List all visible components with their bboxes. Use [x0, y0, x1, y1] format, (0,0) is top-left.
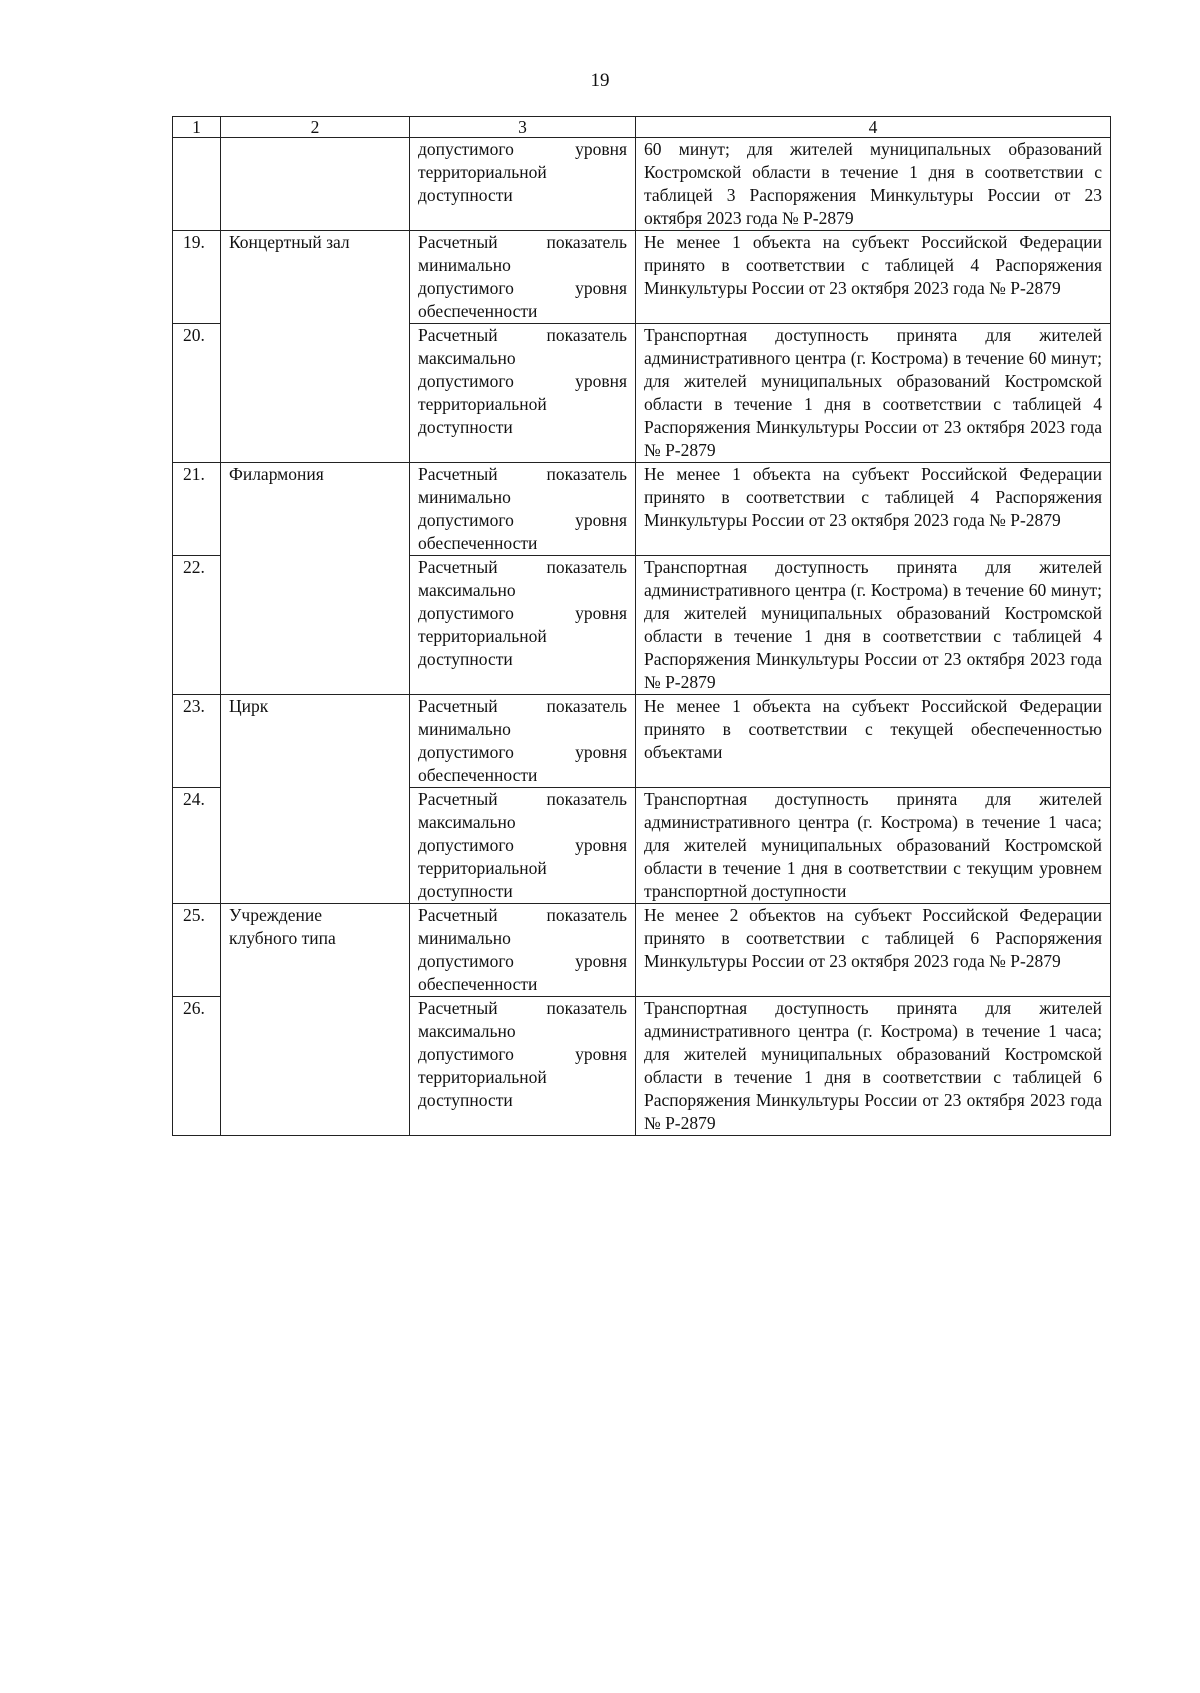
indicator-line: обеспеченности — [418, 533, 538, 553]
indicator-line: допустимого уровня — [418, 742, 627, 762]
indicator-line: доступности — [418, 881, 513, 901]
object-name-cell: Концертный зал — [221, 231, 410, 463]
column-header-3: 3 — [410, 117, 636, 138]
table-row — [173, 463, 1111, 556]
indicator-line: минимально — [418, 719, 511, 739]
indicator-line: допустимого уровня — [418, 278, 627, 298]
indicator-line: обеспеченности — [418, 974, 538, 994]
indicator-line: допустимого уровня — [418, 1044, 627, 1064]
indicator-cell — [410, 463, 636, 556]
indicator-cell — [410, 556, 636, 695]
indicator-line: максимально — [418, 1021, 516, 1041]
indicator-line: допустимого уровня — [418, 603, 627, 623]
indicator-cell — [410, 231, 636, 324]
table-row — [173, 695, 1111, 788]
row-number-cell: 21. — [173, 463, 221, 556]
indicator-line: Расчетный показатель — [418, 696, 627, 716]
indicator-line: Расчетный показатель — [418, 557, 627, 577]
indicator-line: максимально — [418, 580, 516, 600]
row-number-cell: 26. — [173, 997, 221, 1136]
indicator-line: обеспеченности — [418, 301, 538, 321]
indicator-value-cell: Транспортная доступность принята для жителей административного центра (г. Кострома) в течение 60 минут; для жителей муниципальных образований Костромской области в течение 1 дня в соответствии с таблицей 4 Распоряжения Минкультуры России от 23 октября 2023 года № Р-2879 — [636, 556, 1111, 695]
object-name-cell — [221, 138, 410, 231]
row-number-cell: 24. — [173, 788, 221, 904]
column-header-4: 4 — [636, 117, 1111, 138]
indicator-line: допустимого уровня — [418, 371, 627, 391]
row-number-cell — [173, 138, 221, 231]
table-row-continued — [173, 138, 1111, 231]
row-number-cell: 25. — [173, 904, 221, 997]
indicator-line: Расчетный показатель — [418, 464, 627, 484]
object-name-cell: Филармония — [221, 463, 410, 695]
indicator-line: территориальной — [418, 162, 547, 182]
indicator-line: минимально — [418, 255, 511, 275]
indicator-line: доступности — [418, 185, 513, 205]
indicator-line: Расчетный показатель — [418, 325, 627, 345]
row-number-cell: 20. — [173, 324, 221, 463]
indicator-line: доступности — [418, 417, 513, 437]
column-header-1: 1 — [173, 117, 221, 138]
column-header-2: 2 — [221, 117, 410, 138]
indicator-line: допустимого уровня — [418, 951, 627, 971]
indicator-line: обеспеченности — [418, 765, 538, 785]
indicator-line: Расчетный показатель — [418, 789, 627, 809]
object-name-cell: Цирк — [221, 695, 410, 904]
indicator-line: территориальной — [418, 394, 547, 414]
table-row — [173, 904, 1111, 997]
object-name-cell: Учреждение клубного типа — [221, 904, 410, 1136]
indicator-cell — [410, 695, 636, 788]
indicator-line: допустимого уровня — [418, 835, 627, 855]
row-number-cell: 23. — [173, 695, 221, 788]
indicator-line: допустимого уровня — [418, 139, 627, 159]
indicator-cell — [410, 997, 636, 1136]
indicator-line: допустимого уровня — [418, 510, 627, 530]
indicator-line: территориальной — [418, 1067, 547, 1087]
table-header-row — [173, 117, 1111, 138]
indicator-value-cell: Транспортная доступность принята для жителей административного центра (г. Кострома) в течение 60 минут; для жителей муниципальных образований Костромской области в течение 1 дня в соответствии с таблицей 4 Распоряжения Минкультуры России от 23 октября 2023 года № Р-2879 — [636, 324, 1111, 463]
indicator-value-cell: Не менее 1 объекта на субъект Российской Федерации принято в соответствии с таблицей 4 Распоряжения Минкультуры России от 23 октября 2023 года № Р-2879 — [636, 231, 1111, 324]
indicator-value-cell: Транспортная доступность принята для жителей административного центра (г. Кострома) в течение 1 часа; для жителей муниципальных образований Костромской области в течение 1 дня в соответствии с таблицей 6 Распоряжения Минкультуры России от 23 октября 2023 года № Р-2879 — [636, 997, 1111, 1136]
indicator-value-cell: Не менее 2 объектов на субъект Российской Федерации принято в соответствии с таблицей 6 Распоряжения Минкультуры России от 23 октября 2023 года № Р-2879 — [636, 904, 1111, 997]
standards-table — [172, 116, 1111, 1136]
indicator-value-cell: 60 минут; для жителей муниципальных образований Костромской области в течение 1 дня в соответствии с таблицей 3 Распоряжения Минкультуры России от 23 октября 2023 года № Р-2879 — [636, 138, 1111, 231]
indicator-line: территориальной — [418, 858, 547, 878]
table-row — [173, 231, 1111, 324]
indicator-cell — [410, 138, 636, 231]
indicator-line: Расчетный показатель — [418, 998, 627, 1018]
indicator-line: минимально — [418, 928, 511, 948]
row-number-cell: 19. — [173, 231, 221, 324]
indicator-line: доступности — [418, 1090, 513, 1110]
indicator-line: территориальной — [418, 626, 547, 646]
indicator-cell — [410, 324, 636, 463]
indicator-value-cell: Не менее 1 объекта на субъект Российской Федерации принято в соответствии с таблицей 4 Распоряжения Минкультуры России от 23 октября 2023 года № Р-2879 — [636, 463, 1111, 556]
indicator-line: Расчетный показатель — [418, 232, 627, 252]
indicator-line: максимально — [418, 812, 516, 832]
indicator-line: Расчетный показатель — [418, 905, 627, 925]
indicator-line: доступности — [418, 649, 513, 669]
indicator-line: минимально — [418, 487, 511, 507]
page-number: 19 — [590, 70, 610, 91]
indicator-cell — [410, 788, 636, 904]
indicator-value-cell: Не менее 1 объекта на субъект Российской Федерации принято в соответствии с текущей обеспеченностью объектами — [636, 695, 1111, 788]
row-number-cell: 22. — [173, 556, 221, 695]
indicator-line: максимально — [418, 348, 516, 368]
indicator-value-cell: Транспортная доступность принята для жителей административного центра (г. Кострома) в течение 1 часа; для жителей муниципальных образований Костромской области в течение 1 дня в соответствии с текущим уровнем транспортной доступности — [636, 788, 1111, 904]
indicator-cell — [410, 904, 636, 997]
